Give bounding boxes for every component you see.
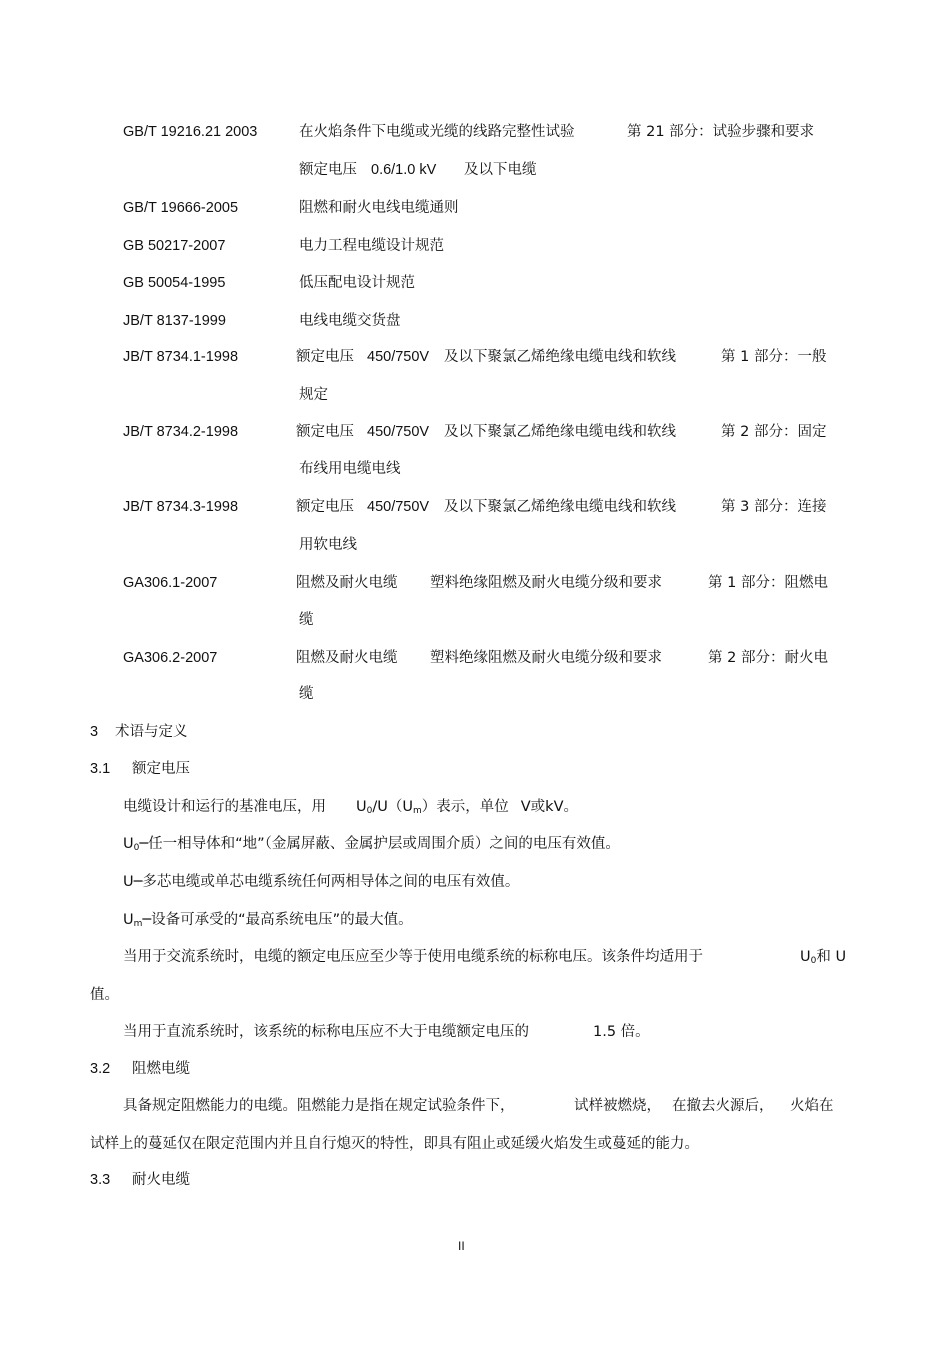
ref-title: 用软电线 — [299, 537, 357, 553]
ref-title: 及以下电缆 — [464, 162, 537, 178]
ref-code: GB/T 19216.21 2003 — [123, 124, 258, 140]
ref-code: JB/T 8734.3-1998 — [123, 499, 239, 515]
paragraph: $U_0─$任一相导体和“地”（金属屏蔽、金属护层或周围介质）之间的电压有效值。 — [123, 836, 620, 853]
ref-title-part: 第 2 部分：耐火电 — [708, 650, 828, 666]
ref-title: 缆 — [299, 612, 314, 628]
paragraph: 试样被燃烧， — [574, 1098, 661, 1114]
ref-voltage: 450/750V — [367, 349, 430, 365]
ref-title: 低压配电设计规范 — [299, 275, 415, 291]
ref-title: 及以下聚氯乙烯绝缘电缆电线和软线 — [444, 424, 676, 440]
ref-title: 电线电缆交货盘 — [299, 313, 401, 329]
ref-code: GB/T 19666-2005 — [123, 200, 239, 216]
subsection-number: 3.1 — [90, 761, 111, 777]
section-title: 术语与定义 — [115, 724, 188, 740]
ref-title: 额定电压 — [296, 349, 354, 365]
ref-title: 塑料绝缘阻燃及耐火电缆分级和要求 — [430, 650, 662, 666]
paragraph: 当用于交流系统时，电缆的额定电压应至少等于使用电缆系统的标称电压。该条件均适用于 — [123, 949, 703, 965]
ref-title: 额定电压 — [296, 424, 354, 440]
ref-title: 塑料绝缘阻燃及耐火电缆分级和要求 — [430, 575, 662, 591]
ref-title: 阻燃及耐火电缆 — [296, 650, 398, 666]
ref-title-part: 第 1 部分：一般 — [721, 349, 827, 365]
paragraph: 具备规定阻燃能力的电缆。阻燃能力是指在规定试验条件下， — [123, 1098, 515, 1114]
ref-voltage: 450/750V — [367, 499, 430, 515]
ref-title: 及以下聚氯乙烯绝缘电缆电线和软线 — [444, 349, 676, 365]
ref-code: GB 50217-2007 — [123, 238, 226, 254]
ref-title: 电力工程电缆设计规范 — [299, 238, 444, 254]
ref-title: 布线用电缆电线 — [299, 461, 401, 477]
paragraph: 电缆设计和运行的基准电压，用 $U_0/U(U_m)$表示，单位 V或kV。 — [123, 799, 579, 816]
ref-title-part: 第 1 部分：阻燃电 — [708, 575, 828, 591]
subsection-title: 耐火电缆 — [132, 1172, 190, 1188]
ref-title: 及以下聚氯乙烯绝缘电缆电线和软线 — [444, 499, 676, 515]
paragraph: 火焰在 — [790, 1098, 834, 1114]
ref-title: 在火焰条件下电缆或光缆的线路完整性试验 — [299, 124, 575, 140]
ref-code: JB/T 8734.2-1998 — [123, 424, 239, 440]
ref-code: JB/T 8137-1999 — [123, 313, 226, 329]
ref-title-part: 第 21 部分：试验步骤和要求 — [627, 124, 815, 140]
paragraph: $U_m─$设备可承受的“最高系统电压”的最大值。 — [123, 912, 413, 929]
subsection-title: 阻燃电缆 — [132, 1061, 190, 1077]
ref-title-part: 第 3 部分：连接 — [721, 499, 827, 515]
paragraph: 1.5 倍。 — [593, 1024, 650, 1040]
ref-voltage: 0.6/1.0 kV — [371, 162, 437, 178]
section-number: 3 — [90, 724, 99, 740]
ref-code: JB/T 8734.1-1998 — [123, 349, 239, 365]
ref-title: 阻燃及耐火电缆 — [296, 575, 398, 591]
subsection-title: 额定电压 — [132, 761, 190, 777]
ref-voltage: 450/750V — [367, 424, 430, 440]
ref-title-part: 第 2 部分：固定 — [721, 424, 827, 440]
page-number: II — [458, 1239, 465, 1253]
paragraph: 试样上的蔓延仅在限定范围内并且自行熄灭的特性，即具有阻止或延缓火焰发生或蔓延的能力。 — [90, 1136, 699, 1152]
ref-title: 阻燃和耐火电线电缆通则 — [299, 200, 459, 216]
ref-title: 规定 — [299, 387, 328, 403]
ref-code: GA306.1-2007 — [123, 575, 218, 591]
subsection-number: 3.2 — [90, 1061, 111, 1077]
paragraph: 当用于直流系统时，该系统的标称电压应不大于电缆额定电压的 — [123, 1024, 529, 1040]
ref-title: 额定电压 — [296, 499, 354, 515]
paragraph: 在撤去火源后， — [672, 1098, 774, 1114]
ref-title: 缆 — [299, 686, 314, 702]
ref-code: GB 50054-1995 — [123, 275, 226, 291]
paragraph: U─多芯电缆或单芯电缆系统任何两相导体之间的电压有效值。 — [123, 874, 520, 890]
paragraph: $U_0$和 U — [800, 949, 847, 966]
subsection-number: 3.3 — [90, 1172, 111, 1188]
paragraph: 值。 — [90, 987, 119, 1003]
ref-code: GA306.2-2007 — [123, 650, 218, 666]
ref-title: 额定电压 — [299, 162, 357, 178]
